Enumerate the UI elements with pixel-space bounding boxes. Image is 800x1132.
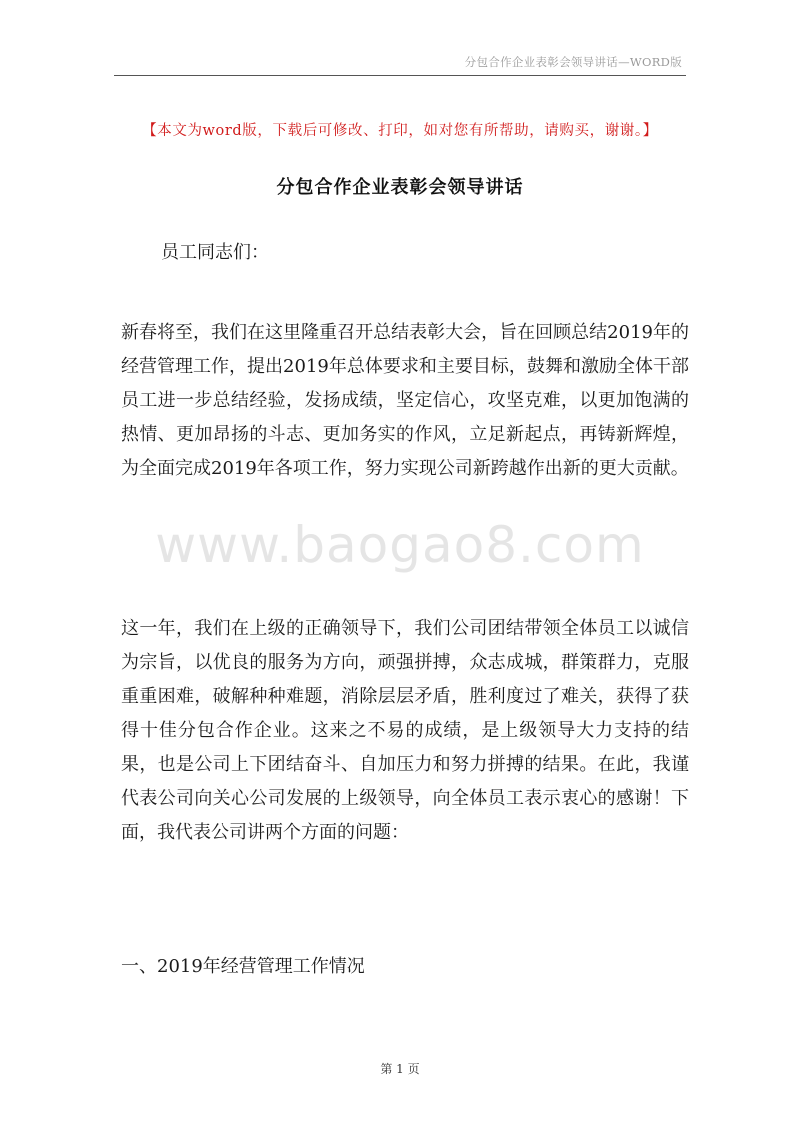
page-header-text: 分包合作企业表彰会领导讲话—WORD版 [464, 55, 682, 69]
header-divider [114, 75, 686, 76]
purchase-notice: 【本文为word版，下载后可修改、打印，如对您有所帮助，请购买，谢谢。】 [142, 123, 658, 139]
page-number: 第 1 页 [380, 1062, 420, 1076]
paragraph-achievements: 这一年，我们在上级的正确领导下，我们公司团结带领全体员工以诚信为宗旨，以优良的服务为方向，顽强拼搏，众志成城，群策群力，克服重重困难，破解种种难题，消除层层矛盾，胜利度过了难关，获得了获得十佳分包合作企业。这来之不易的成绩，是上级领导大力支持的结果，也是公司上下团结奋斗、自加压力和努力拼搏的结果。在此，我谨代表公司向关心公司发展的上级领导，向全体员工表示衷心的感谢！下面，我代表公司讲两个方面的问题： [121, 618, 689, 843]
watermark: www.baogao8.com [155, 516, 645, 574]
section-heading: 一、2019年经营管理工作情况 [121, 956, 365, 977]
paragraph-intro: 新春将至，我们在这里隆重召开总结表彰大会，旨在回顾总结2019年的经营管理工作，提出2019年总体要求和主要目标，鼓舞和激励全体干部员工进一步总结经验，发扬成绩，坚定信心，攻坚克难，以更加饱满的热情、更加昂扬的斗志、更加务实的作风，立足新起点，再铸新辉煌，为全面完成2019年各项工作，努力实现公司新跨越作出新的更大贡献。 [121, 322, 689, 479]
greeting: 员工同志们： [161, 242, 269, 263]
document-title: 分包合作企业表彰会领导讲话 [276, 177, 524, 198]
